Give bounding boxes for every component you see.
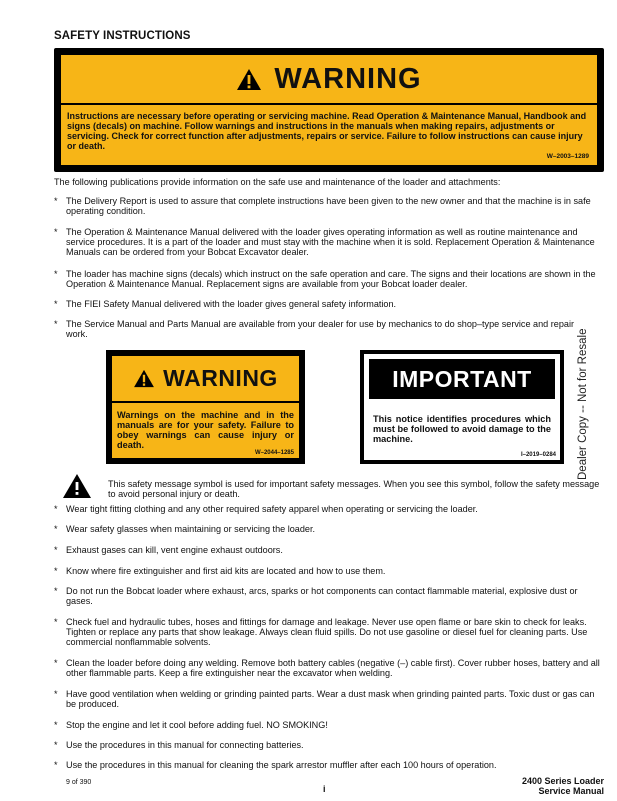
warning-title: WARNING <box>274 62 422 95</box>
safety-alert-icon <box>63 474 91 498</box>
roman-page: i <box>323 784 326 794</box>
important-title: IMPORTANT <box>369 359 555 399</box>
important-text: This notice identifies procedures which must be followed to avoid damage to the machine. <box>373 414 551 444</box>
list-item: * The FIEI Safety Manual delivered with the loader gives general safety information. <box>54 299 397 309</box>
list-item: * Use the procedures in this manual for connecting batteries. <box>54 740 304 750</box>
list-item: * The Operation & Maintenance Manual delivered with the loader gives operating information as well as routine maintenance and service procedures. It is a part of the loader and must stay with the machine when it is sold. Replacement Operation & Maintenance Manuals can be ordered from your Bobcat Excavator dealer. <box>54 227 595 257</box>
list-item: * Check fuel and hydraulic tubes, hoses and fittings for damage and leakage. Never use open flame or bare skin to check for leaks. Tighten or replace any parts that show leakage. Always clean fluid spills. Do not use gasoline or diesel fuel for cleaning parts. Use commercial nonflammable solvents. <box>54 617 588 647</box>
important-box <box>360 350 564 464</box>
list-item: * Know where fire extinguisher and first aid kits are located and how to use them. <box>54 566 386 576</box>
list-item: * The Delivery Report is used to assure that complete instructions have been given to the new owner and that the machine is in safe operating condition. <box>54 196 591 216</box>
symbol-note: This safety message symbol is used for important safety messages. When you see this symbol, follow the safety message to avoid personal injury or death. <box>108 479 600 499</box>
warning-code: W–2003–1289 <box>546 153 589 160</box>
warning-triangle-icon <box>133 369 155 388</box>
warning-text: Instructions are necessary before operating or servicing machine. Read Operation & Maintenance Manual, Handbook and signs (decals) on machine. Follow warnings and instructions in the manuals when making repairs, adjustments or servicing. Check for correct function after adjustments, repairs or service. Failure to follow instructions can cause injury or death. <box>67 111 587 151</box>
list-item: * Wear tight fitting clothing and any other required safety apparel when operating or servicing the loader. <box>54 504 478 514</box>
dealer-copy-watermark: Dealer Copy -- Not for Resale <box>577 328 589 480</box>
list-item: * Do not run the Bobcat loader where exhaust, arcs, sparks or hot components can contact flammable material, explosive dust or gases. <box>54 586 578 606</box>
list-item: * Exhaust gases can kill, vent engine exhaust outdoors. <box>54 545 283 555</box>
important-code: I–2019–0284 <box>520 452 556 458</box>
intro-paragraph: The following publications provide information on the safe use and maintenance of the loader and attachments: <box>54 177 501 187</box>
warning-small-code: W–2044–1285 <box>254 450 294 456</box>
warning-small-text: Warnings on the machine and in the manuals are for your safety. Failure to obey warnings can cause injury or death. <box>117 410 294 450</box>
warning-small-title: WARNING <box>163 365 278 391</box>
warning-box-small <box>106 350 305 464</box>
list-item: * The Service Manual and Parts Manual are available from your dealer for use by mechanics to do shop–type service and repair work. <box>54 319 575 339</box>
manual-title: 2400 Series Loader Service Manual <box>521 776 604 796</box>
list-item: * The loader has machine signs (decals) which instruct on the safe operation and care. The signs and their locations are shown in the Operation & Maintenance Manual. Replacement signs are available from your Bobcat loader dealer. <box>54 269 596 289</box>
list-item: * Stop the engine and let it cool before adding fuel. NO SMOKING! <box>54 720 328 730</box>
list-item: * Have good ventilation when welding or grinding painted parts. Wear a dust mask when grinding painted parts. Toxic dust or gas can be produced. <box>54 689 595 709</box>
list-item: * Wear safety glasses when maintaining or servicing the loader. <box>54 524 316 534</box>
list-item: * Clean the loader before doing any welding. Remove both battery cables (negative (–) cable first). Cover rubber hoses, battery and all other flammable parts. Keep a fire extinguisher near the excavator when welding. <box>54 658 600 678</box>
list-item: * Use the procedures in this manual for cleaning the spark arrestor muffler after each 100 hours of operation. <box>54 760 497 770</box>
warning-triangle-icon <box>236 68 262 91</box>
warning-box-main <box>54 48 604 172</box>
page-heading: SAFETY INSTRUCTIONS <box>54 30 191 42</box>
page-number: 9 of 390 <box>66 779 92 786</box>
